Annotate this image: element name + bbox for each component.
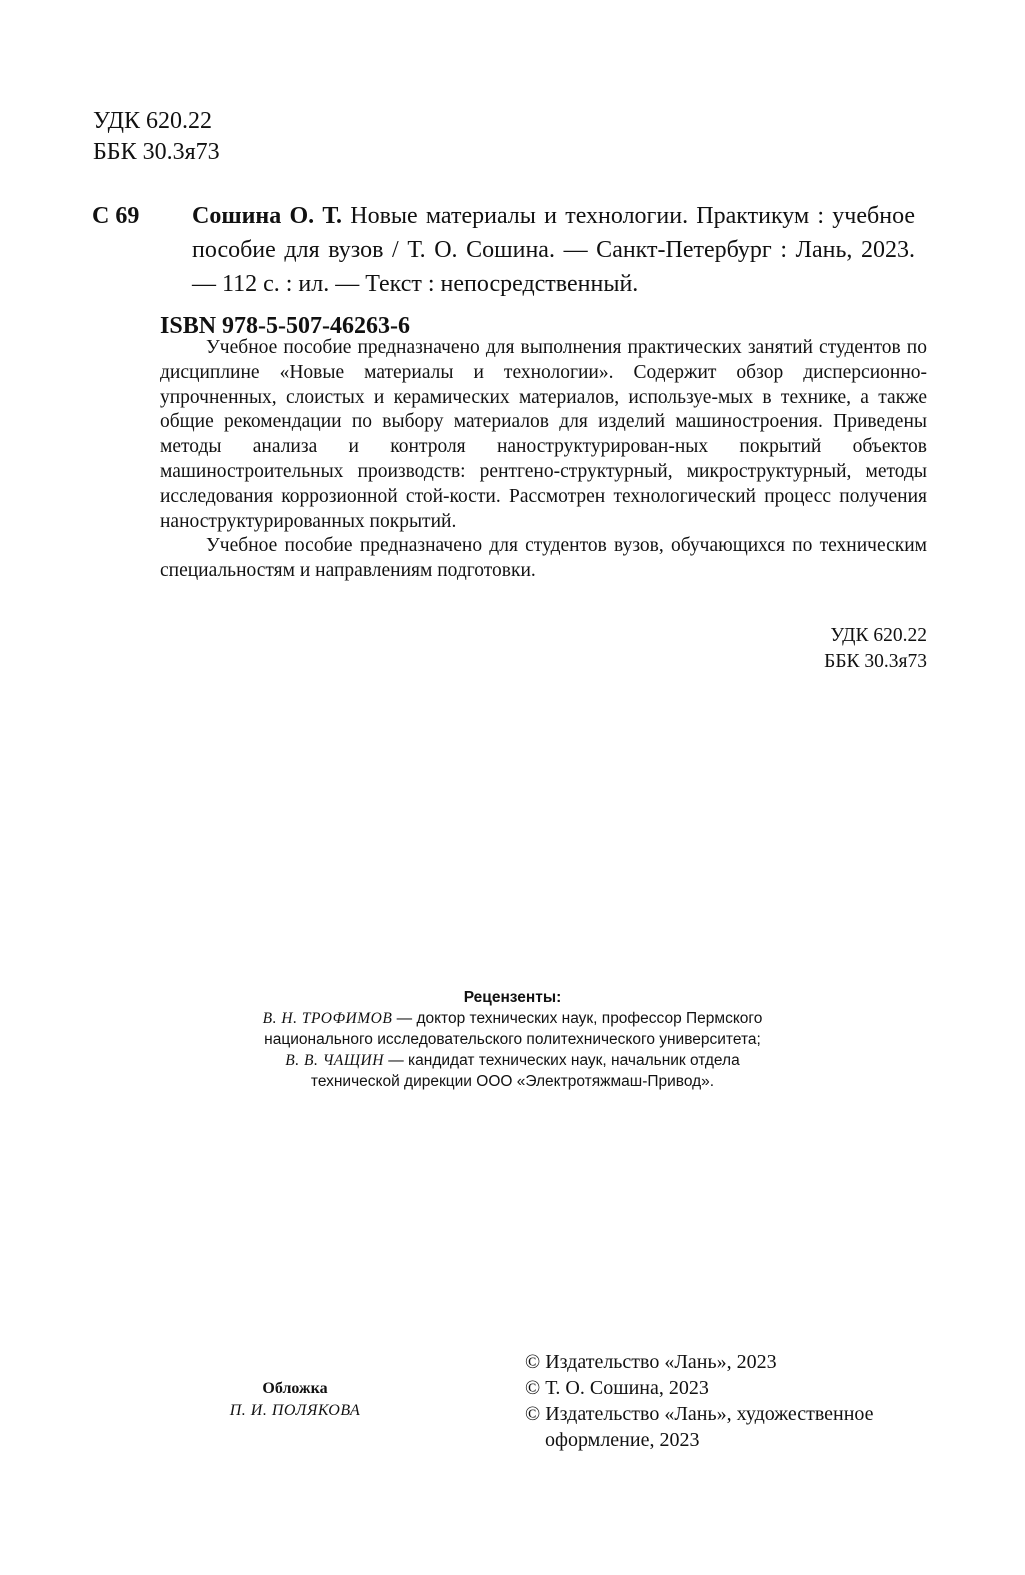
bbk-code: ББК 30.3я73 (93, 139, 220, 165)
reviewer-entry (150, 1050, 875, 1071)
reviewers-block (150, 987, 875, 1092)
classification-block-bottom (780, 623, 927, 675)
bibliographic-record (192, 199, 915, 301)
reviewer-entry (150, 1008, 875, 1029)
annotation-paragraph: Учебное пособие предназначено для выполнения практических занятий студентов по дисциплине «Новые материалы и технологии». Содержит обзор дисперсионно-упрочненных, слоистых и керамических материалов, используе-мых в технике, а также общие рекомендации по выбору материалов для изделий машиностроения. Приведены методы анализа и контроля наноструктурирован-ных покрытий объектов машиностроительных производств: рентгено-структурный, микроструктурный, методы исследования коррозионной стой-кости. Рассмотрен технологический процесс получения наноструктурированных покрытий. (160, 337, 927, 532)
udk-code: УДК 620.22 (93, 108, 212, 134)
reviewer-name: В. Н. ТРОФИМОВ (262, 1010, 393, 1027)
classification-block (93, 106, 220, 168)
copyright-line: оформление, 2023 (545, 1429, 700, 1451)
author-name: Сошина О. Т. (192, 203, 342, 229)
reviewer-desc-line: технической дирекции ООО «Электротяжмаш-Привод». (310, 1073, 715, 1090)
record-text: Новые материалы и технологии. Практикум : учебное пособие для вузов / Т. О. Сошина. — Санкт-Петербург : Лань, 2023. — 112 с. : ил. — Текст : непосредственный. (192, 203, 916, 297)
copyright-line: © Т. О. Сошина, 2023 (525, 1377, 709, 1399)
cover-designer: П. И. ПОЛЯКОВА (229, 1402, 361, 1419)
reviewer-name: В. В. ЧАЩИН (285, 1052, 384, 1069)
annotation (160, 336, 927, 584)
reviewers-title: Рецензенты: (463, 989, 562, 1006)
isbn: ISBN 978-5-507-46263-6 (160, 313, 410, 339)
author-mark: С 69 (92, 203, 140, 229)
copyright-line: © Издательство «Лань», художественное (525, 1403, 874, 1425)
bbk-code: ББК 30.3я73 (824, 651, 927, 672)
cover-credit (200, 1378, 390, 1422)
annotation-paragraph: Учебное пособие предназначено для студентов вузов, обучающихся по техническим специальностям и направлениям подготовки. (160, 535, 927, 582)
udk-code: УДК 620.22 (830, 625, 927, 646)
reviewer-desc: — доктор технических наук, профессор Пермского (392, 1010, 763, 1027)
cover-title: Обложка (262, 1380, 328, 1397)
copyright-line: © Издательство «Лань», 2023 (525, 1351, 777, 1373)
reviewer-desc-line: национального исследовательского политехнического университета; (264, 1031, 761, 1048)
reviewer-desc: — кандидат технических наук, начальник отдела (383, 1052, 740, 1069)
copyright-block (525, 1349, 925, 1453)
